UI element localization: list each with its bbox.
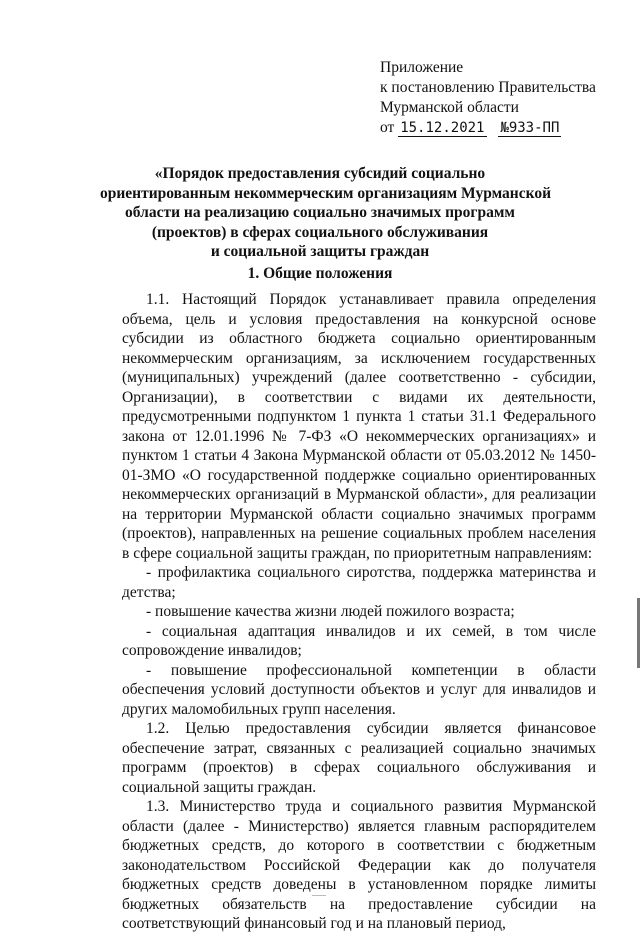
title-line: области на реализацию социально значимых программ xyxy=(125,204,515,221)
decree-date: 15.12.2021 xyxy=(400,120,485,136)
paragraph-1-2: 1.2. Целью предоставления субсидии является финансовое обеспечение затрат, связанных с реализацией социально значимых программ (проектов) в сферах социального обслуживания и социальной защиты граждан. xyxy=(122,720,596,796)
title-line: (проектов) в сферах социального обслуживания xyxy=(151,223,489,241)
list-item: - повышение качества жизни людей пожилого возраста; xyxy=(146,603,515,620)
decree-number-field xyxy=(498,120,561,137)
page-footer-mark xyxy=(312,895,326,896)
document-title xyxy=(100,164,552,262)
title-line: ориентированным некоммерческим организациям Мурманской xyxy=(100,184,552,202)
list-item: - социальная адаптация инвалидов и их семей, в том числе сопровождение инвалидов; xyxy=(122,622,596,659)
appendix-line-1: Приложение xyxy=(380,59,464,76)
title-line: «Порядок предоставления субсидий социально xyxy=(154,165,486,182)
decree-number: 933-ПП xyxy=(508,120,560,136)
appendix-date-line xyxy=(380,118,596,138)
document-body xyxy=(122,290,596,934)
list-item: - повышение профессиональной компетенции в области обеспечения условий доступности объектов и услуг для инвалидов и других маломобильных групп населения. xyxy=(122,661,596,718)
date-prefix: от xyxy=(380,119,395,136)
paragraph-1-1: 1.1. Настоящий Порядок устанавливает правила определения объема, цель и условия предоставления на конкурсной основе субсидии из областного бюджета социально ориентированным некоммерческим организациям, за исключением государственных (муниципальных) учреждений (далее соответственно - субсидии, Организации), в соответствии с видами их деятельности, предусмотренными подпунктом 1 пункта 1 статьи 31.1 Федерального закона от 12.01.1996 № 7-ФЗ «О некоммерческих организациях» и пунктом 1 статьи 4 Закона Мурманской области от 05.03.2012 № 1450-01-ЗМО «О государственной поддержке социально ориентированных некоммерческих организаций в Мурманской области», для реализации на территории Мурманской области социально значимых программ (проектов), направленных на решение социальных проблем населения в сфере социальной защиты граждан, по приоритетным направлениям: xyxy=(122,291,596,562)
section-heading: 1. Общие положения xyxy=(247,265,393,282)
list-item: - профилактика социального сиротства, поддержка материнства и детства; xyxy=(122,564,596,601)
paragraph-1-3: 1.3. Министерство труда и социального развития Мурманской области (далее - Министерство) является главным распорядителем бюджетных средств, до которого в соответствии с бюджетным законодательством Российской Федерации как до получателя бюджетных средств доведены в установленном порядке лимиты бюджетных обязательств на предоставление субсидии на соответствующий финансовый год и на плановый период, xyxy=(122,798,596,932)
title-line: и социальной защиты граждан xyxy=(210,243,430,260)
appendix-header xyxy=(380,58,596,138)
appendix-line-3: Мурманской области xyxy=(380,99,519,116)
appendix-line-2: к постановлению Правительства xyxy=(380,79,596,96)
number-sign: № xyxy=(500,120,509,136)
